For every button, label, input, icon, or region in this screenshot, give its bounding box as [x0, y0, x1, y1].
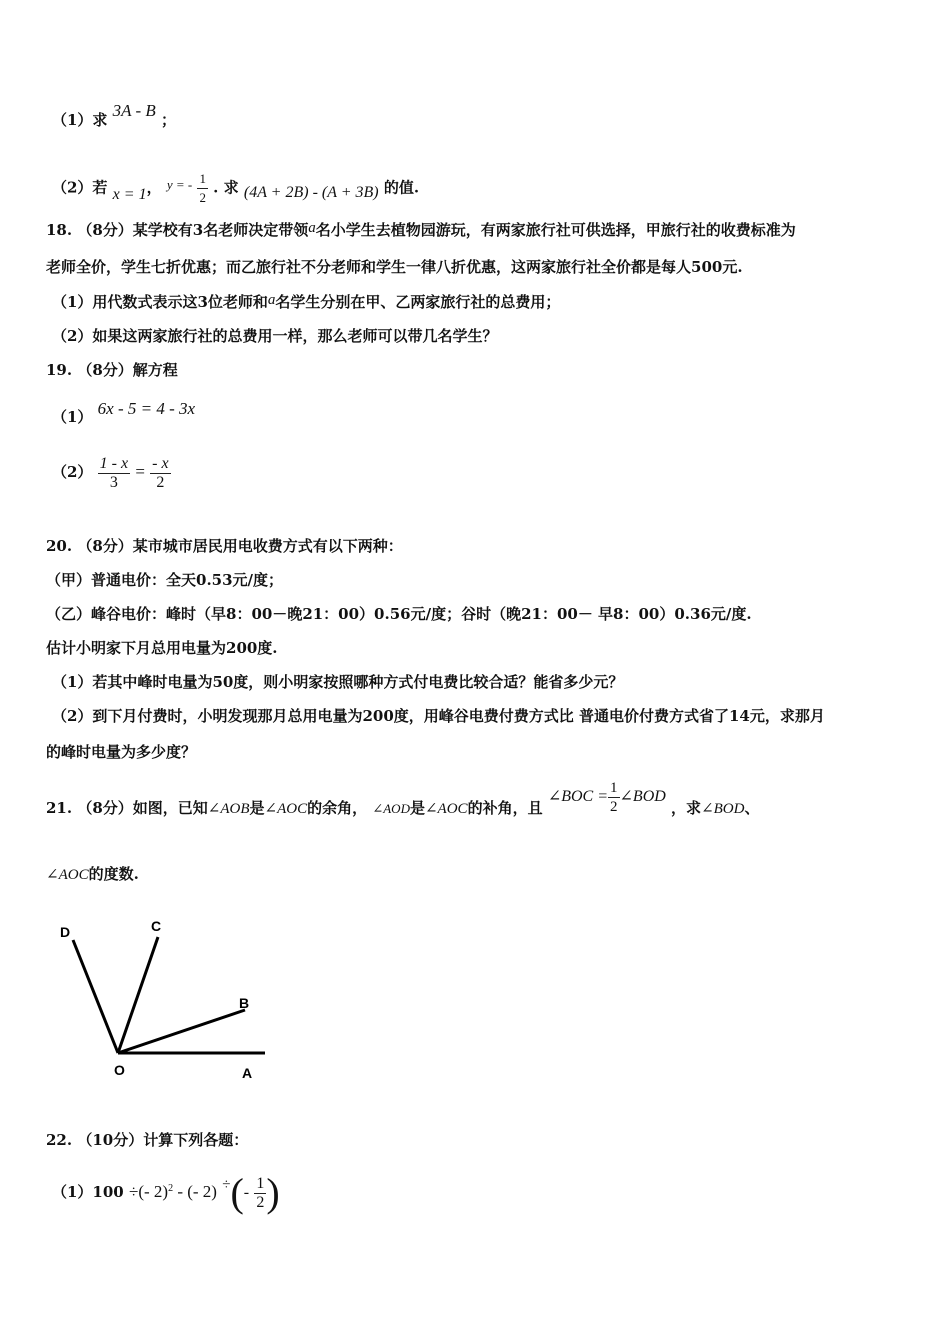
q21-half-fraction	[608, 779, 620, 816]
q22-p1-label: （1）100	[52, 1183, 124, 1201]
q20-part2-line2	[46, 742, 196, 762]
q20-p1-text: （1）若其中峰时电量为50度，则小明家按照哪种方式付电费比较合适？能省多少元？	[52, 673, 624, 691]
q19-right-num: - x	[152, 454, 169, 472]
q21-stem-line2	[46, 864, 139, 885]
q19-left-den: 3	[109, 473, 118, 491]
q21-t3: 是	[409, 799, 425, 817]
q22-stem-text: 22. （10分）计算下列各题：	[46, 1131, 249, 1149]
q17-y-fraction	[197, 170, 208, 207]
q19-p2-right-fraction	[150, 455, 170, 492]
q20-b-text: （乙）峰谷电价：峰时（早8：00－晚21：00）0.56元/度；谷时（晚21：00－ 早8：00）0.36元/度.	[46, 605, 752, 623]
q22-part1: （1）100 ÷(- 2)$^2$ - (- 2) ÷(- $\frac{1}{2}$ )	[52, 1170, 280, 1215]
q18-p1-b: 名学生分别在甲、乙两家旅行社的总费用；	[275, 293, 561, 311]
q18-stem-line2-text: 老师全价，学生七折优惠；而乙旅行社不分老师和学生一律八折优惠，这两家旅行社全价都是每人500元.	[46, 258, 743, 276]
q21-angle-figure	[40, 912, 280, 1091]
q17-x-condition: x = 1	[112, 185, 147, 203]
q17-p1-expr: 3A - B	[112, 101, 156, 120]
q18-stem-line2	[46, 257, 743, 277]
q20-part1	[52, 672, 623, 692]
ray-ob	[118, 1010, 245, 1053]
q21-angle-bod-2: ∠BOD	[701, 801, 745, 817]
label-o: O	[114, 1062, 125, 1078]
q21-half-num: 1	[610, 779, 618, 796]
q22-p1-divide: ÷	[222, 1177, 231, 1193]
label-a: A	[242, 1065, 253, 1081]
q21-angle-bod: ∠BOD	[619, 788, 666, 805]
q21-t1: 是	[249, 799, 265, 817]
q21-t5: ，求	[671, 799, 702, 817]
q18-stem-b: 名小学生去植物园游玩，有两家旅行社可供选择，甲旅行社的收费标准为	[315, 221, 796, 239]
q21-angle-boc: ∠BOC =	[547, 788, 609, 805]
q19-p1-label: （1）	[52, 408, 93, 426]
q17-part2	[52, 170, 419, 207]
q21-angle-aoc-2: ∠AOC	[424, 801, 468, 817]
q19-equals: =	[135, 462, 145, 481]
q18-part1	[52, 292, 560, 313]
q18-var-a: a	[308, 220, 316, 236]
q18-p1-var: a	[267, 292, 276, 308]
q18-stem-a: 18. （8分）某学校有3名老师决定带领	[46, 221, 309, 239]
q20-stem-text: 20. （8分）某市城市居民用电收费方式有以下两种：	[46, 537, 403, 555]
q22-p1-b: - (- 2)	[173, 1182, 217, 1201]
q20-estimate	[46, 638, 278, 658]
q21-angle-aod: ∠AOD	[372, 801, 410, 816]
q17-part1	[52, 101, 177, 130]
q17-sep: ，	[146, 178, 162, 197]
q19-part2	[52, 452, 171, 492]
q21-angle-aob: ∠AOB	[207, 801, 250, 817]
q21-stem-line1	[46, 780, 759, 837]
q19-left-num: 1 - x	[99, 454, 129, 472]
q20-a-text: （甲）普通电价：全天0.53元/度；	[46, 571, 284, 589]
q22-stem	[46, 1130, 248, 1150]
q17-p2-mid: . 求	[213, 178, 239, 197]
q17-y-den: 2	[199, 190, 206, 205]
q17-p1-end: ；	[161, 111, 177, 129]
q18-p1-a: （1）用代数式表示这3位老师和	[52, 293, 268, 311]
q22-p1-a: ÷(- 2)	[128, 1182, 169, 1201]
q22-p1-num: 1	[256, 1174, 265, 1192]
q17-y-num: 1	[197, 170, 208, 189]
q19-right-den: 2	[156, 473, 165, 491]
q20-part2-line1	[52, 706, 825, 726]
q21-half-den: 2	[610, 798, 618, 815]
q20-c-text: 估计小明家下月总用电量为200度.	[46, 639, 278, 657]
q21-angle-aoc-3: ∠AOC	[46, 867, 89, 883]
ray-od	[73, 940, 118, 1053]
q19-part1	[52, 394, 195, 424]
q21-t2: 的余角，	[307, 799, 368, 817]
label-c: C	[151, 918, 162, 934]
q18-part2	[52, 326, 497, 346]
q20-stem	[46, 536, 403, 556]
q22-p1-fraction	[254, 1175, 266, 1212]
q19-stem	[46, 360, 178, 380]
q20-option-a	[46, 570, 283, 590]
q21-t6: 、	[744, 799, 760, 817]
q18-stem-line1	[46, 220, 796, 241]
label-b: B	[239, 995, 250, 1011]
q20-p2-line2-text: 的峰时电量为多少度？	[46, 743, 197, 761]
q17-y-lhs: y = -	[166, 176, 193, 192]
q18-p2-text: （2）如果这两家旅行社的总费用一样，那么老师可以带几名学生？	[52, 327, 498, 345]
q20-p2-line1-text: （2）到下月付费时，小明发现那月总用电量为200度，用峰谷电费付费方式比 普通电价付费方式省了14元，求那月	[52, 707, 825, 725]
q20-option-b	[46, 604, 752, 624]
angle-diagram	[40, 912, 280, 1087]
q22-p1-neg: -	[243, 1184, 250, 1201]
q19-p1-equation: 6x - 5 = 4 - 3x	[97, 399, 196, 418]
label-d: D	[60, 924, 71, 940]
ray-oc	[118, 937, 158, 1053]
q17-p2-expr: (4A + 2B) - (A + 3B)	[243, 183, 379, 201]
q22-p1-exponent: 2	[168, 1183, 174, 1194]
q17-p2-label: （2）若	[52, 178, 108, 197]
q17-p2-end: 的值.	[383, 178, 420, 197]
q21-t4: 的补角，且	[467, 799, 543, 817]
q22-p1-den: 2	[256, 1193, 265, 1211]
q19-stem-text: 19. （8分）解方程	[46, 361, 178, 379]
q19-p2-left-fraction	[98, 455, 130, 492]
q21-angle-aoc: ∠AOC	[264, 801, 308, 817]
q19-p2-label: （2）	[52, 463, 93, 481]
q21-head: 21. （8分）如图，已知	[46, 799, 208, 817]
q17-p1-label: （1）求	[52, 111, 108, 129]
q21-t7: 的度数.	[88, 865, 139, 883]
